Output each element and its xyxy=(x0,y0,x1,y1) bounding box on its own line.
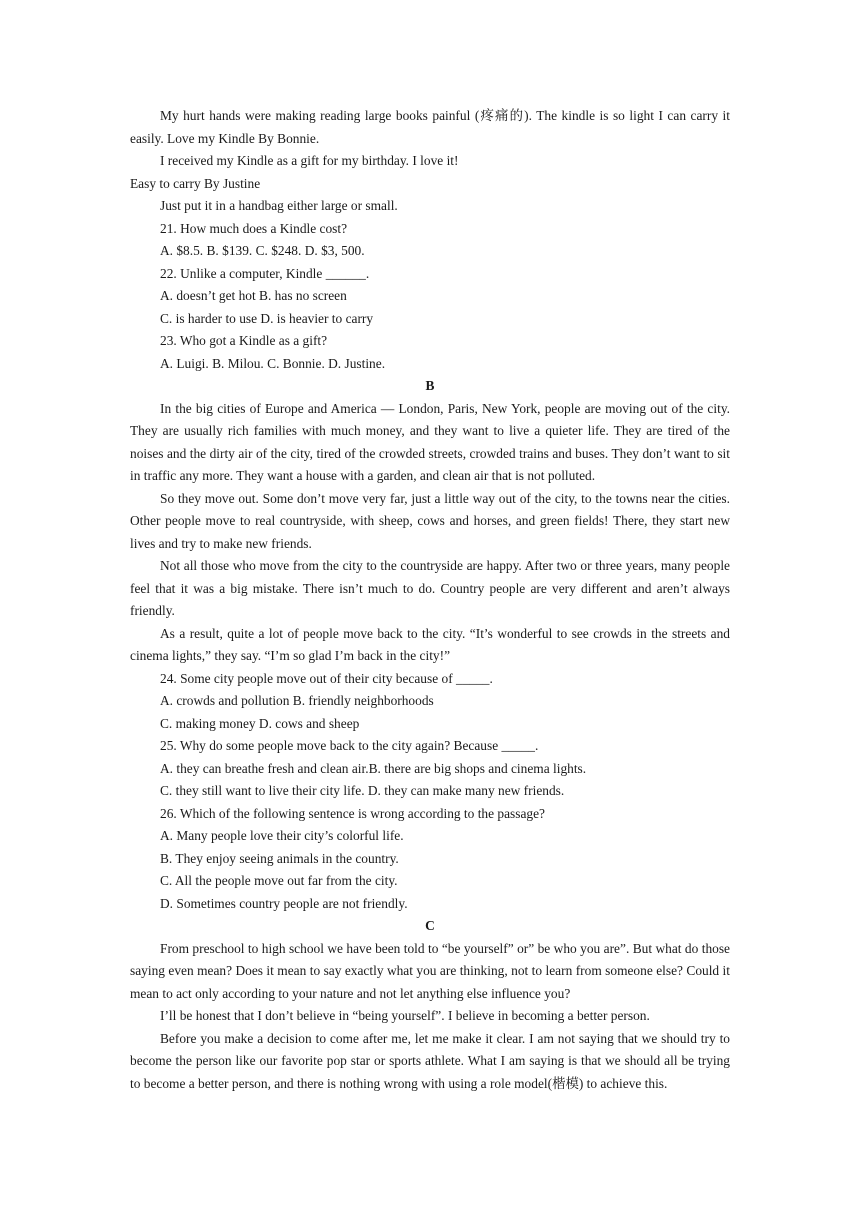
section-b-paragraph-3: Not all those who move from the city to the countryside are happy. After two or three years, many people feel that it was a big mistake. There isn’t much to do. Country people are very different and aren’t always friendly. xyxy=(130,558,730,618)
question-22-options-ab: A. doesn’t get hot B. has no screen xyxy=(160,288,347,303)
question-22-options-cd: C. is harder to use D. is heavier to carry xyxy=(160,310,374,326)
section-b-paragraph-4: As a result, quite a lot of people move back to the city. “It’s wonderful to see crowds in the streets and cinema lights,” they say. “I’m so glad I’m back in the city!” xyxy=(130,625,730,663)
question-24: 24. Some city people move out of their city because of _____. xyxy=(160,670,493,686)
question-26-option-c: C. All the people move out far from the city. xyxy=(160,873,398,888)
section-b-paragraph-2: So they move out. Some don’t move very far, just a little way out of the city, to the towns near the cities. Other people move to real countryside, with sheep, cows and horses, and green fields! There, they start new lives and try to make new friends. xyxy=(130,490,730,551)
question-22: 22. Unlike a computer, Kindle ______. xyxy=(160,265,370,281)
section-b-heading: B xyxy=(425,378,435,393)
question-21: 21. How much does a Kindle cost? xyxy=(160,220,348,236)
question-25: 25. Why do some people move back to the city again? Because _____. xyxy=(160,738,539,753)
question-24-options-ab: A. crowds and pollution B. friendly neighborhoods xyxy=(160,693,434,708)
question-26: 26. Which of the following sentence is wrong according to the passage? xyxy=(160,805,545,821)
question-26-option-b: B. They enjoy seeing animals in the country. xyxy=(160,850,399,866)
review-justine-title: Easy to carry By Justine xyxy=(130,175,261,191)
document-page xyxy=(130,105,730,1095)
question-23: 23. Who got a Kindle as a gift? xyxy=(160,333,328,348)
section-c-heading: C xyxy=(425,918,435,933)
section-c-paragraph-2: I’ll be honest that I don’t believe in “being yourself”. I believe in becoming a better person. xyxy=(160,1008,650,1023)
question-26-option-d: D. Sometimes country people are not friendly. xyxy=(160,895,408,911)
question-25-options-ab: A. they can breathe fresh and clean air.B. there are big shops and cinema lights. xyxy=(160,760,587,776)
question-21-options: A. $8.5. B. $139. C. $248. D. $3, 500. xyxy=(160,243,365,258)
section-c-paragraph-3: Before you make a decision to come after me, let me make it clear. I am not saying that we should try to become the person like our favorite pop star or sports athlete. What I am saying is that we should all be trying to become a better person, and there is nothing wrong with using a role model(楷模) to achieve this. xyxy=(130,1030,730,1091)
question-24-options-cd: C. making money D. cows and sheep xyxy=(160,715,360,731)
review-justine-body: Just put it in a handbag either large or small. xyxy=(160,198,398,213)
question-26-option-a: A. Many people love their city’s colorful life. xyxy=(160,828,404,843)
review-birthday-gift: I received my Kindle as a gift for my birthday. I love it! xyxy=(160,153,459,168)
review-bonnie: My hurt hands were making reading large books painful (疼痛的). The kindle is so light I can carry it easily. Love my Kindle By Bonnie. xyxy=(130,108,730,146)
question-23-options: A. Luigi. B. Milou. C. Bonnie. D. Justine. xyxy=(160,355,386,371)
section-b-paragraph-1: In the big cities of Europe and America — London, Paris, New York, people are moving out of the city. They are usually rich families with much money, and they want to live a quieter life. They are tired of the noises and the dirty air of the city, tired of the crowded streets, crowded trains and buses. They don’t want to sit in traffic any more. They want a house with a garden, and clean air that is not polluted. xyxy=(130,400,730,483)
question-25-options-cd: C. they still want to live their city life. D. they can make many new friends. xyxy=(160,783,565,798)
section-c-paragraph-1: From preschool to high school we have been told to “be yourself” or” be who you are”. But what do those saying even mean? Does it mean to say exactly what you are thinking, not to learn from someone else? Could it mean to act only according to your nature and not let anything else influence you? xyxy=(130,940,730,1001)
